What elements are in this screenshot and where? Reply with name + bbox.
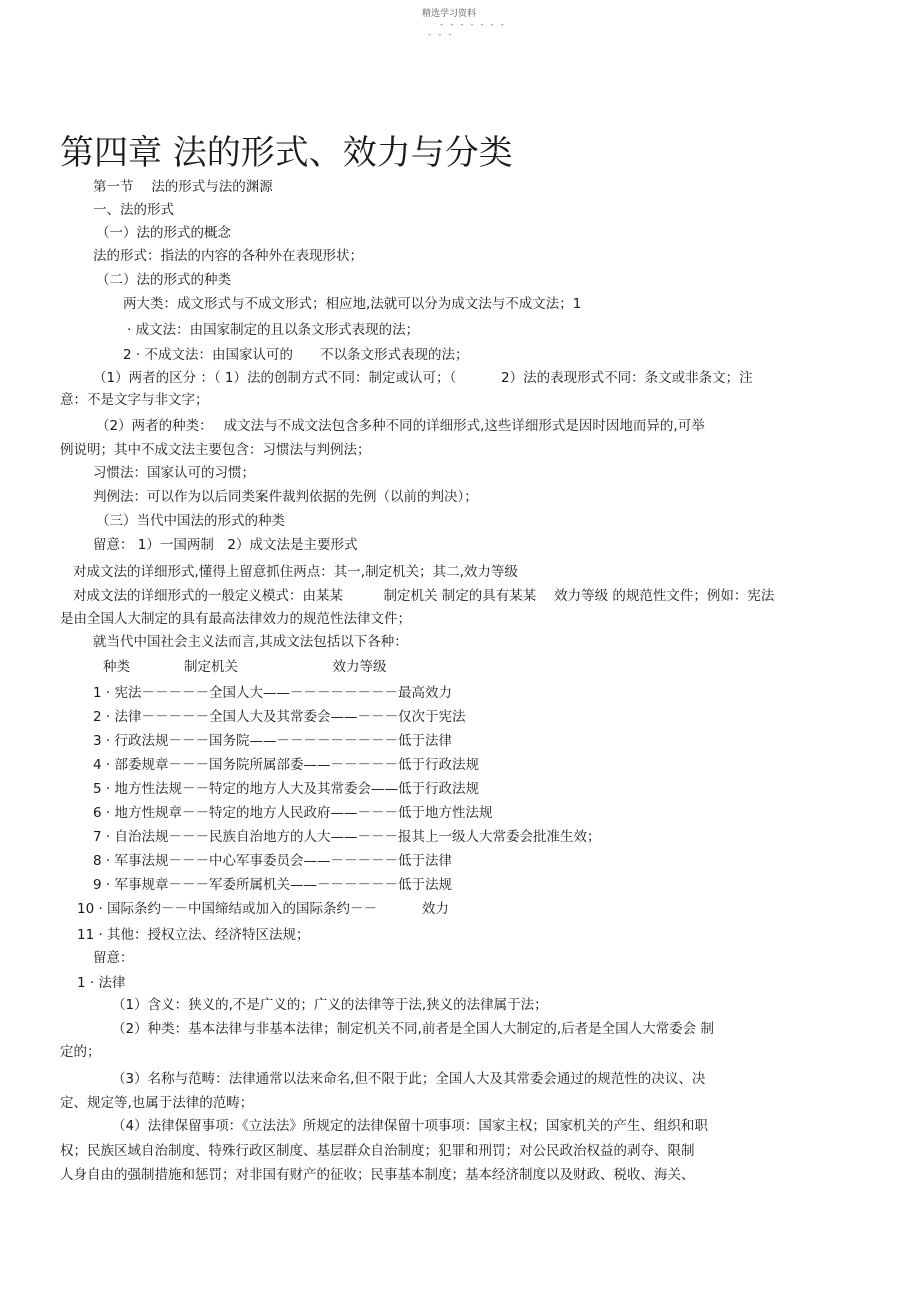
text-line: 4 · 部委规章－－－国务院所属部委——－－－－－低于行政法规 xyxy=(93,757,479,773)
text-line: 种类 制定机关 效力等级 xyxy=(103,659,387,675)
text-line: 是由全国人大制定的具有最高法律效力的规范性法律文件； xyxy=(60,611,411,627)
text-line: （1）两者的区分 ：（ 1）法的创制方式不同：制定或认可；（ 2）法的表现形式不同：条文或非条文；注 xyxy=(93,370,753,386)
text-line: 11 · 其他：授权立法、经济特区法规； xyxy=(77,927,310,943)
text-line: 1 · 法律 xyxy=(77,975,126,991)
chapter-title: 第四章 法的形式、效力与分类 xyxy=(60,133,513,173)
header-dashes-short: - - - xyxy=(428,30,454,40)
text-line: 6 · 地方性规章－－特定的地方人民政府——－－－低于地方性法规 xyxy=(93,805,493,821)
text-line: 就当代中国社会主义法而言,其成文法包括以下各种： xyxy=(93,634,408,650)
text-line: （1）含义：狭义的,不是广义的；广义的法律等于法,狭义的法律属于法； xyxy=(112,997,548,1013)
text-line: 8 · 军事法规－－－中心军事委员会——－－－－－低于法律 xyxy=(93,853,452,869)
text-line: 7 · 自治法规－－－民族自治地方的人大——－－－报其上一级人大常委会批准生效； xyxy=(93,829,601,845)
text-line: 人身自由的强制措施和惩罚；对非国有财产的征收；民事基本制度；基本经济制度以及财政、税收、海关、 xyxy=(60,1167,695,1183)
text-line: · 成文法：由国家制定的且以条文形式表现的法； xyxy=(127,322,420,338)
text-line: 例说明；其中不成文法主要包含：习惯法与判例法； xyxy=(60,442,371,458)
text-line: 一、法的形式 xyxy=(93,202,174,218)
text-line: 权；民族区域自治制度、特殊行政区制度、基层群众自治制度；犯罪和刑罚；对公民政治权益的剥夺、限制 xyxy=(60,1143,695,1159)
text-line: 定的； xyxy=(60,1044,101,1060)
text-line: 两大类：成文形式与不成文形式；相应地,法就可以分为成文法与不成文法；1 xyxy=(123,296,582,312)
text-line: 2 · 不成文法：由国家认可的 不以条文形式表现的法； xyxy=(123,347,469,363)
text-line: 定、规定等,也属于法律的范畴； xyxy=(60,1095,254,1111)
text-line: 留意： 1）一国两制 2）成文法是主要形式 xyxy=(93,537,358,553)
text-line: （三）当代中国法的形式的种类 xyxy=(96,513,285,529)
page-header-label: 精选学习资料 xyxy=(422,9,477,19)
text-line: 第一节 法的形式与法的渊源 xyxy=(93,179,273,195)
text-line: （4）法律保留事项：《立法法》所规定的法律保留十项事项：国家主权；国家机关的产生、组织和职 xyxy=(112,1118,708,1134)
text-line: 1 · 宪法－－－－－全国人大——－－－－－－－－最高效力 xyxy=(93,685,452,701)
text-line: 意：不是文字与非文字； xyxy=(60,392,209,408)
text-line: 对成文法的详细形式,懂得上留意抓住两点：其一,制定机关；其二,效力等级 xyxy=(73,564,518,580)
text-line: （2）种类：基本法律与非基本法律；制定机关不同,前者是全国人大制定的,后者是全国人大常委会 制 xyxy=(112,1021,714,1037)
text-line: 9 · 军事规章－－－军委所属机关——－－－－－－低于法规 xyxy=(93,877,452,893)
text-line: 法的形式：指法的内容的各种外在表现形状； xyxy=(93,248,363,264)
text-line: 留意： xyxy=(93,950,134,966)
text-line: 习惯法：国家认可的习惯； xyxy=(93,465,255,481)
text-line: 5 · 地方性法规－－特定的地方人大及其常委会——低于行政法规 xyxy=(93,781,479,797)
text-line: 2 · 法律－－－－－全国人大及其常委会——－－－仅次于宪法 xyxy=(93,709,466,725)
text-line: （3）名称与范畴：法律通常以法来命名,但不限于此；全国人大及其常委会通过的规范性的决议、决 xyxy=(112,1071,706,1087)
text-line: 对成文法的详细形式的一般定义模式：由某某 制定机关 制定的具有某某 效力等级 的规范性文件；例如：宪法 xyxy=(73,588,775,604)
text-line: （一）法的形式的概念 xyxy=(96,225,231,241)
header-dashes: - - - - - - - xyxy=(440,20,506,30)
text-line: 3 · 行政法规－－－国务院——－－－－－－－－－低于法律 xyxy=(93,733,452,749)
text-line: 10 · 国际条约－－中国缔结或加入的国际条约－－ 效力 xyxy=(77,901,449,917)
text-line: （2）两者的种类： 成文法与不成文法包含多种不同的详细形式,这些详细形式是因时因地而异的,可举 xyxy=(96,418,705,434)
text-line: 判例法：可以作为以后同类案件裁判依据的先例（以前的判决）； xyxy=(93,489,478,505)
text-line: （二）法的形式的种类 xyxy=(96,272,231,288)
